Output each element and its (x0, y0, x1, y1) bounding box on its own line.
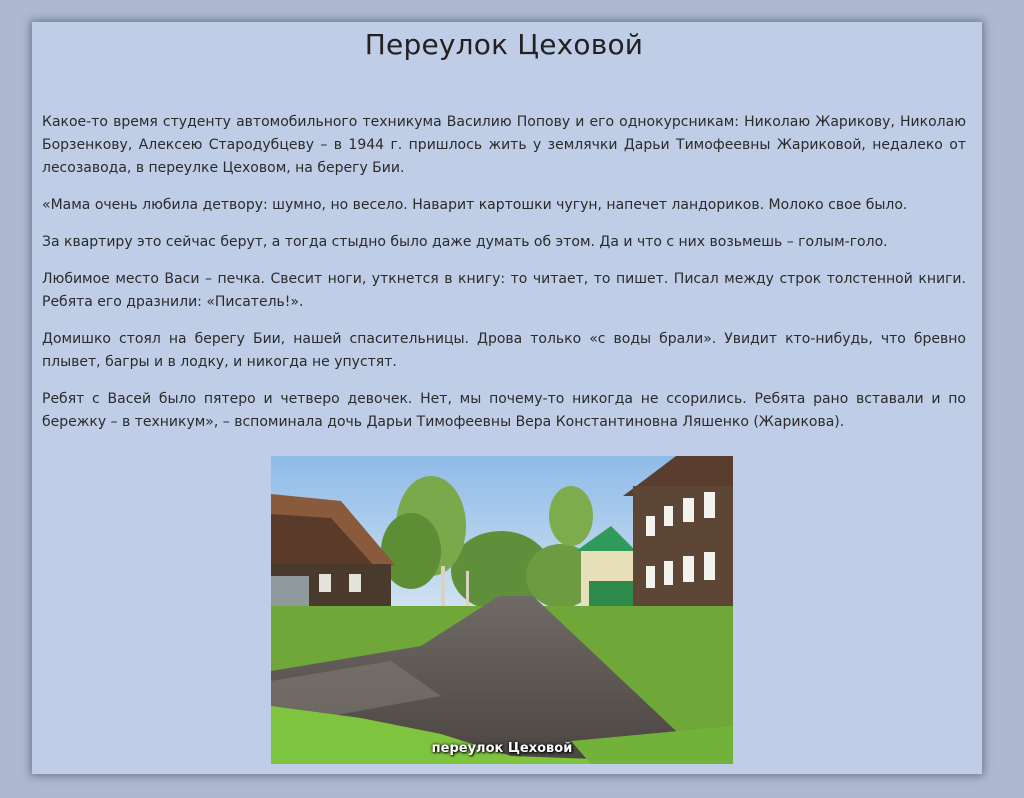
paragraph-4: Любимое место Васи – печка. Свесит ноги, уткнется в книгу: то читает, то пишет. Писал между строк толстенной книги. Ребята его дразнили: «Писатель!». (42, 271, 966, 310)
page-title: Переулок Цеховой (364, 28, 644, 61)
paragraph-1: Какое-то время студенту автомобильного техникума Василию Попову и его однокурсникам: Николаю Жарикову, Николаю Борзенкову, Алексею Стародубцеву – в 1944 г. пришлось жить у землячки Дарьи Тимофеевны Жариковой, недалеко от лесозавода, в переулке Цеховом, на берегу Бии. (42, 114, 966, 176)
paragraph-2: «Мама очень любила детвору: шумно, но весело. Наварит картошки чугун, напечет ландориков. Молоко свое было. (42, 197, 908, 213)
article-page (32, 22, 982, 774)
paragraph-3: За квартиру это сейчас берут, а тогда стыдно было даже думать об этом. Да и что с них возьмешь – голым-голо. (42, 234, 888, 250)
article-body (42, 111, 966, 434)
street-photo (271, 456, 733, 764)
paragraph-5: Домишко стоял на берегу Бии, нашей спасительницы. Дрова только «с воды брали». Увидит кто-нибудь, что бревно плывет, багры и в лодку, и никогда не упустят. (42, 331, 966, 370)
paragraph-6: Ребят с Васей было пятеро и четверо девочек. Нет, мы почему-то никогда не ссорились. Ребята рано вставали и по бережку – в техникум», – вспоминала дочь Дарьи Тимофеевны Вера Константиновна Ляшенко (Жарикова). (42, 391, 966, 430)
photo-caption: переулок Цеховой (431, 741, 573, 756)
street-photo-illustration (271, 456, 733, 764)
